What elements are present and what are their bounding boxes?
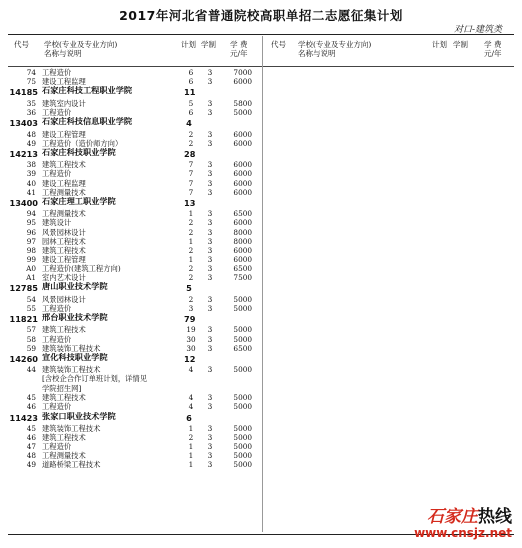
major-name — [42, 130, 86, 139]
major-row — [0, 264, 262, 273]
major-plan: 6 — [188, 107, 194, 117]
major-plan: 4 — [188, 393, 194, 403]
major-name — [42, 179, 86, 188]
school-name — [42, 86, 132, 95]
major-code: 40 — [26, 178, 36, 188]
school-code: 12785 — [9, 283, 38, 294]
school-name — [42, 197, 116, 206]
school-name — [42, 412, 116, 421]
major-plan: 2 — [188, 433, 194, 443]
major-system: 3 — [207, 236, 213, 246]
major-code: 48 — [26, 129, 36, 139]
major-code: 99 — [26, 254, 36, 264]
school-name-text: 宣化科技职业学院 — [42, 351, 108, 362]
major-system: 3 — [207, 245, 213, 255]
major-name-text: 建筑工程技术 — [42, 433, 86, 443]
major-system: 3 — [207, 343, 213, 353]
major-name-text: 工程测量技术 — [42, 187, 86, 197]
major-system: 3 — [207, 178, 213, 188]
major-name — [42, 393, 86, 402]
major-row — [0, 460, 262, 469]
major-fee: 8000 — [233, 236, 252, 246]
major-name — [42, 460, 100, 469]
right-header-fee-line1: 学 费 — [484, 40, 502, 49]
major-name-text: 建筑室内设计 — [42, 98, 86, 108]
major-row — [0, 344, 262, 353]
major-system: 3 — [207, 254, 213, 264]
major-code: 39 — [26, 169, 36, 179]
major-system: 3 — [207, 227, 213, 237]
major-plan: 2 — [188, 263, 194, 273]
major-system: 3 — [207, 325, 213, 335]
major-code: A1 — [26, 272, 36, 282]
header-rule — [8, 66, 514, 67]
major-code: 36 — [26, 107, 36, 117]
major-fee: 5000 — [233, 424, 252, 434]
major-plan: 1 — [188, 451, 194, 461]
major-name-text: 室内艺术设计 — [42, 272, 86, 282]
school-plan-total: 5 — [186, 283, 192, 294]
major-plan: 1 — [188, 442, 194, 452]
major-row — [0, 335, 262, 344]
major-plan: 1 — [188, 236, 194, 246]
major-system: 3 — [207, 433, 213, 443]
major-row — [0, 433, 262, 442]
major-system: 3 — [207, 77, 213, 87]
major-name — [42, 255, 86, 264]
left-header-code: 代号 — [14, 40, 29, 49]
major-name-text: 建设工程监理 — [42, 77, 86, 87]
major-plan: 7 — [188, 169, 194, 179]
major-plan: 30 — [186, 334, 196, 344]
major-plan: 7 — [188, 187, 194, 197]
school-code: 14213 — [9, 148, 38, 159]
major-name-text: 建筑工程技术 — [42, 245, 86, 255]
major-fee: 5000 — [233, 294, 252, 304]
major-code: 38 — [26, 160, 36, 170]
major-fee: 6000 — [233, 129, 252, 139]
major-row — [0, 442, 262, 451]
major-code: 45 — [26, 424, 36, 434]
major-name-text: 工程造价 — [42, 68, 72, 77]
major-system: 3 — [207, 402, 213, 412]
school-row — [0, 197, 262, 210]
major-system: 3 — [207, 263, 213, 273]
top-rule — [8, 34, 514, 35]
major-code: 49 — [26, 460, 36, 470]
major-row — [0, 188, 262, 197]
major-name-text: 工程造价 — [42, 442, 72, 452]
major-code: 49 — [26, 138, 36, 148]
major-name-text: 工程测量技术 — [42, 209, 86, 219]
school-row — [0, 412, 262, 425]
column-divider — [262, 36, 263, 532]
major-fee: 6500 — [233, 263, 252, 273]
major-plan: 7 — [188, 160, 194, 170]
major-name-text: 建筑工程技术 — [42, 160, 86, 170]
major-system: 3 — [207, 442, 213, 452]
major-note-line: [含校企合作订单班计划，详情见 — [42, 374, 148, 384]
watermark-logo — [370, 502, 518, 544]
major-code: 47 — [26, 442, 36, 452]
major-system: 3 — [207, 209, 213, 219]
major-row — [0, 130, 262, 139]
major-name — [42, 365, 147, 392]
major-name-text: 工程测量技术 — [42, 451, 86, 461]
major-name-text: 道路桥梁工程技术 — [42, 460, 101, 470]
major-row — [0, 179, 262, 188]
major-plan: 4 — [188, 365, 194, 375]
major-system: 3 — [207, 107, 213, 117]
major-name-text: 建设工程管理 — [42, 129, 86, 139]
school-name-text: 张家口职业技术学院 — [42, 410, 116, 421]
major-name-text: 建筑装饰工程技术 — [42, 424, 101, 434]
school-plan-total: 4 — [186, 117, 192, 128]
major-row — [0, 99, 262, 108]
major-row — [0, 402, 262, 411]
school-name — [42, 353, 108, 362]
major-fee: 5000 — [233, 303, 252, 313]
school-row — [0, 117, 262, 130]
watermark-brand-red: 石家庄 — [427, 507, 478, 527]
right-header-fee — [484, 40, 502, 58]
major-fee: 5000 — [233, 442, 252, 452]
major-system: 3 — [207, 138, 213, 148]
major-system: 3 — [207, 98, 213, 108]
major-name-text: 建设工程监理 — [42, 178, 86, 188]
left-header-name-line1: 学校(专业及专业方向) — [44, 40, 118, 49]
major-fee: 6000 — [233, 160, 252, 170]
major-row — [0, 68, 262, 77]
major-name-text: 工程造价(建筑工程方向) — [42, 263, 121, 273]
major-row — [0, 255, 262, 264]
major-plan: 4 — [188, 402, 194, 412]
major-name-text: 风景园林设计 — [42, 227, 86, 237]
major-row — [0, 169, 262, 178]
major-name — [42, 433, 86, 442]
major-code: 55 — [26, 303, 36, 313]
major-row — [0, 218, 262, 227]
major-code: 59 — [26, 343, 36, 353]
school-name — [42, 117, 132, 126]
major-row — [0, 295, 262, 304]
major-row — [0, 273, 262, 282]
watermark-brand-black: 热线 — [478, 507, 512, 527]
right-header-fee-line2: 元/年 — [484, 49, 502, 58]
enrollment-table-left — [0, 68, 262, 470]
major-system: 3 — [207, 451, 213, 461]
major-row — [0, 160, 262, 169]
major-fee: 5000 — [233, 334, 252, 344]
major-name — [42, 209, 86, 218]
school-name-text: 唐山职业技术学院 — [42, 281, 108, 292]
major-name-text: 建筑工程技术 — [42, 393, 86, 403]
major-row — [0, 325, 262, 334]
document-subtitle: 对口-建筑类 — [453, 25, 502, 35]
major-plan: 5 — [188, 98, 194, 108]
major-plan: 1 — [188, 209, 194, 219]
major-fee: 6000 — [233, 254, 252, 264]
major-code: A0 — [26, 263, 36, 273]
major-system: 3 — [207, 334, 213, 344]
major-system: 3 — [207, 393, 213, 403]
major-name-text: 工程造价（造价师方向） — [42, 138, 123, 148]
school-name-text: 石家庄理工职业学院 — [42, 195, 116, 206]
school-row — [0, 313, 262, 326]
major-plan: 3 — [188, 303, 194, 313]
major-fee: 5000 — [233, 460, 252, 470]
left-header-plan: 计划 — [181, 40, 196, 49]
right-header-name — [298, 40, 371, 58]
school-row — [0, 282, 262, 295]
major-system: 3 — [207, 68, 213, 77]
major-name — [42, 237, 86, 246]
school-row — [0, 148, 262, 161]
major-name-text: 建筑工程技术 — [42, 325, 86, 335]
major-name — [42, 424, 100, 433]
major-plan: 1 — [188, 254, 194, 264]
major-fee: 6000 — [233, 138, 252, 148]
major-name — [42, 68, 71, 77]
major-code: 57 — [26, 325, 36, 335]
major-system: 3 — [207, 169, 213, 179]
major-code: 96 — [26, 227, 36, 237]
school-code: 14260 — [9, 353, 38, 364]
school-name-text: 石家庄科技信息职业学院 — [42, 115, 133, 126]
major-plan: 2 — [188, 218, 194, 228]
major-name-text: 工程造价 — [42, 334, 72, 344]
major-code: 97 — [26, 236, 36, 246]
major-fee: 5000 — [233, 325, 252, 335]
major-fee: 6000 — [233, 77, 252, 87]
major-code: 41 — [26, 187, 36, 197]
major-code: 35 — [26, 98, 36, 108]
major-plan: 7 — [188, 178, 194, 188]
major-name — [42, 218, 71, 227]
major-name-text: 工程造价 — [42, 402, 72, 412]
major-code: 95 — [26, 218, 36, 228]
major-code: 54 — [26, 294, 36, 304]
right-header-name-line1: 学校(专业及专业方向) — [298, 40, 372, 49]
major-name-text: 工程造价 — [42, 303, 72, 313]
school-code: 13400 — [9, 197, 38, 208]
major-row — [0, 365, 262, 393]
major-fee: 6000 — [233, 245, 252, 255]
left-header-name — [44, 40, 117, 58]
major-fee: 5000 — [233, 402, 252, 412]
major-code: 98 — [26, 245, 36, 255]
major-row — [0, 228, 262, 237]
school-plan-total: 12 — [184, 353, 196, 364]
major-fee: 5000 — [233, 365, 252, 375]
school-code: 11821 — [9, 313, 38, 324]
major-fee: 8000 — [233, 227, 252, 237]
major-fee: 6000 — [233, 187, 252, 197]
major-fee: 6500 — [233, 343, 252, 353]
school-name — [42, 313, 108, 322]
left-header-system: 学制 — [201, 40, 216, 49]
major-name — [42, 160, 86, 169]
major-row — [0, 393, 262, 402]
major-name — [42, 246, 86, 255]
major-system: 3 — [207, 365, 213, 375]
major-name — [42, 442, 71, 451]
major-system: 3 — [207, 294, 213, 304]
major-plan: 1 — [188, 424, 194, 434]
major-plan: 19 — [186, 325, 196, 335]
major-row — [0, 139, 262, 148]
major-plan: 2 — [188, 294, 194, 304]
major-name-text: 工程造价 — [42, 107, 72, 117]
major-code: 74 — [26, 68, 36, 77]
major-row — [0, 451, 262, 460]
major-name — [42, 335, 71, 344]
major-fee: 6000 — [233, 169, 252, 179]
major-plan: 2 — [188, 138, 194, 148]
major-name-text: 风景园林设计 — [42, 294, 86, 304]
major-fee: 5800 — [233, 98, 252, 108]
major-row — [0, 304, 262, 313]
major-plan: 2 — [188, 129, 194, 139]
major-row — [0, 424, 262, 433]
major-fee: 6500 — [233, 209, 252, 219]
right-header-system: 学制 — [453, 40, 468, 49]
school-plan-total: 6 — [186, 412, 192, 423]
watermark-brand — [427, 502, 512, 527]
watermark-url: www.cnsjz.net — [414, 526, 512, 540]
major-fee: 5000 — [233, 107, 252, 117]
school-name-text: 石家庄科技工程职业学院 — [42, 85, 133, 96]
major-fee: 5000 — [233, 451, 252, 461]
school-row — [0, 353, 262, 366]
major-name-text: 建设工程管理 — [42, 254, 86, 264]
major-fee: 5000 — [233, 393, 252, 403]
right-header-name-line2: 名称与说明 — [298, 49, 336, 58]
major-row — [0, 237, 262, 246]
major-plan: 2 — [188, 227, 194, 237]
school-name-text: 邢台职业技术学院 — [42, 311, 108, 322]
major-name-text: 建筑设计 — [42, 218, 72, 228]
major-system: 3 — [207, 129, 213, 139]
major-name-text: 建筑装饰工程技术 — [42, 365, 101, 375]
major-code: 45 — [26, 393, 36, 403]
school-name — [42, 282, 108, 291]
school-name-text: 石家庄科技职业学院 — [42, 146, 116, 157]
major-fee: 6000 — [233, 218, 252, 228]
major-system: 3 — [207, 218, 213, 228]
major-code: 46 — [26, 402, 36, 412]
major-system: 3 — [207, 424, 213, 434]
major-code: 44 — [26, 365, 36, 375]
document-title: 2017年河北省普通院校高职单招二志愿征集计划 — [119, 8, 403, 23]
major-row — [0, 209, 262, 218]
major-fee: 5000 — [233, 433, 252, 443]
major-note-line: 学院招生网] — [42, 383, 82, 393]
major-fee: 7500 — [233, 272, 252, 282]
left-header-name-line2: 名称与说明 — [44, 49, 82, 58]
major-name-text: 建筑装饰工程技术 — [42, 343, 101, 353]
right-header-plan: 计划 — [432, 40, 447, 49]
left-header-fee — [230, 40, 248, 58]
school-code: 14185 — [9, 87, 38, 98]
major-plan: 1 — [188, 460, 194, 470]
major-code: 48 — [26, 451, 36, 461]
major-system: 3 — [207, 303, 213, 313]
major-plan: 30 — [186, 343, 196, 353]
school-name — [42, 148, 116, 157]
major-name-text: 工程造价 — [42, 169, 72, 179]
right-header-code: 代号 — [271, 40, 286, 49]
major-name — [42, 228, 86, 237]
major-system: 3 — [207, 187, 213, 197]
major-name — [42, 451, 86, 460]
major-name — [42, 325, 86, 334]
major-system: 3 — [207, 460, 213, 470]
major-system: 3 — [207, 160, 213, 170]
school-code: 13403 — [9, 117, 38, 128]
school-code: 11423 — [9, 412, 38, 423]
major-plan: 2 — [188, 245, 194, 255]
major-row — [0, 246, 262, 255]
major-fee: 6000 — [233, 178, 252, 188]
major-name — [42, 169, 71, 178]
major-code: 58 — [26, 334, 36, 344]
major-code: 46 — [26, 433, 36, 443]
school-plan-total: 79 — [184, 313, 196, 324]
major-plan: 2 — [188, 272, 194, 282]
major-system: 3 — [207, 272, 213, 282]
major-name — [42, 295, 86, 304]
major-code: 75 — [26, 77, 36, 87]
major-name-text: 园林工程技术 — [42, 236, 86, 246]
major-code: 94 — [26, 209, 36, 219]
major-name — [42, 264, 121, 273]
school-plan-total: 11 — [184, 87, 196, 98]
major-plan: 6 — [188, 77, 194, 87]
major-name — [42, 99, 86, 108]
left-header-fee-line1: 学 费 — [230, 40, 248, 49]
school-row — [0, 86, 262, 99]
school-plan-total: 28 — [184, 148, 196, 159]
left-header-fee-line2: 元/年 — [230, 49, 248, 58]
school-plan-total: 13 — [184, 197, 196, 208]
major-fee: 7000 — [233, 68, 252, 77]
major-plan: 6 — [188, 68, 194, 77]
